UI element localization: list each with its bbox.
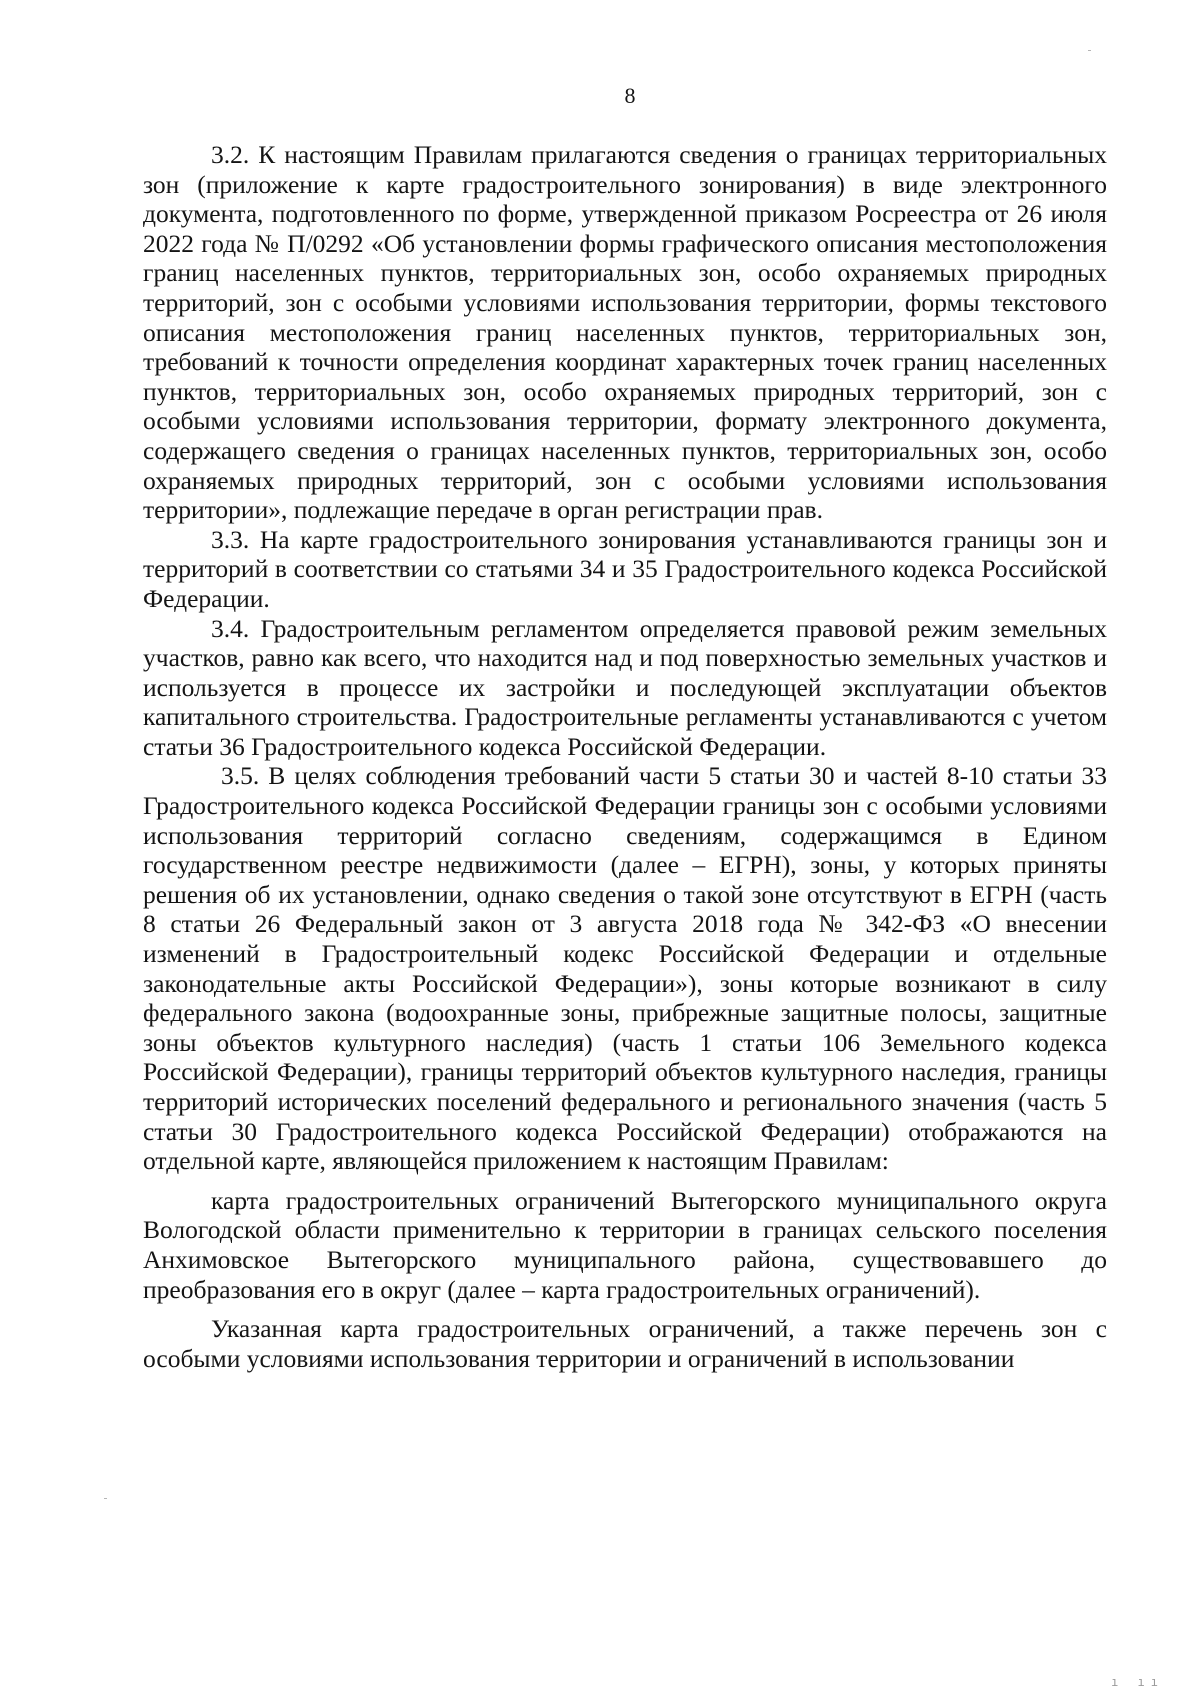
- scan-edge-mark: ı ıı: [1111, 1675, 1164, 1689]
- paragraph-3-3: 3.3. На карте градостроительного зонирования устанавливаются границы зон и территорий в соответствии со статьями 34 и 35 Градостроительного кодекса Российской Федерации.: [143, 524, 1107, 613]
- scan-speck: [104, 1498, 107, 1499]
- paragraph-3-2: 3.2. К настоящим Правилам прилагаются сведения о границах территориальных зон (приложение к карте градостроительного зонирования) в виде электронного документа, подготовленного по форме, утвержденной приказом Росреестра от 26 июля 2022 года № П/0292 «Об установлении формы графического описания местоположения границ населенных пунктов, территориальных зон, особо охраняемых природных территорий, зон с особыми условиями использования территории, формы текстового описания местоположения границ населенных пунктов, территориальных зон, требований к точности определения координат характерных точек границ населенных пунктов, территориальных зон, особо охраняемых природных территорий, зон с особыми условиями использования территории, формату электронного документа, содержащего сведения о границах населенных пунктов, территориальных зон, особо охраняемых природных территорий, зон с особыми условиями использования территории», подлежащие передаче в орган регистрации прав.: [143, 140, 1107, 525]
- paragraph-map-note: Указанная карта градостроительных ограничений, а также перечень зон с особыми условиями использования территории и ограничений в использовании: [143, 1314, 1107, 1373]
- paragraph-3-5: 3.5. В целях соблюдения требований части 5 статьи 30 и частей 8-10 статьи 33 Градостроительного кодекса Российской Федерации границы зон с особыми условиями использования территорий согласно сведениям, содержащимся в Едином государственном реестре недвижимости (далее – ЕГРН), зоны, у которых приняты решения об их установлении, однако сведения о такой зоне отсутствуют в ЕГРН (часть 8 статьи 26 Федеральный закон от 3 августа 2018 года № 342-ФЗ «О внесении изменений в Градостроительный кодекс Российской Федерации и отдельные законодательные акты Российской Федерации»), зоны которые возникают в силу федерального закона (водоохранные зоны, прибрежные защитные полосы, защитные зоны объектов культурного наследия) (часть 1 статьи 106 Земельного кодекса Российской Федерации), границы территорий объектов культурного наследия, границы территорий исторических поселений федерального и регионального значения (часть 5 статьи 30 Градостроительного кодекса Российской Федерации) отображаются на отдельной карте, являющейся приложением к настоящим Правилам:: [143, 761, 1107, 1176]
- document-body: [143, 140, 1107, 1373]
- page-number: 8: [624, 83, 636, 108]
- paragraph-3-4: 3.4. Градостроительным регламентом определяется правовой режим земельных участков, равно как всего, что находится над и под поверхностью земельных участков и используется в процессе их застройки и последующей эксплуатации объектов капитального строительства. Градостроительные регламенты устанавливаются с учетом статьи 36 Градостроительного кодекса Российской Федерации.: [143, 613, 1107, 761]
- scan-speck: [1088, 50, 1091, 51]
- paragraph-map-item: карта градостроительных ограничений Вытегорского муниципального округа Вологодской области применительно к территории в границах сельского поселения Анхимовское Вытегорского муниципального района, существовавшего до преобразования его в округ (далее – карта градостроительных ограничений).: [143, 1185, 1107, 1304]
